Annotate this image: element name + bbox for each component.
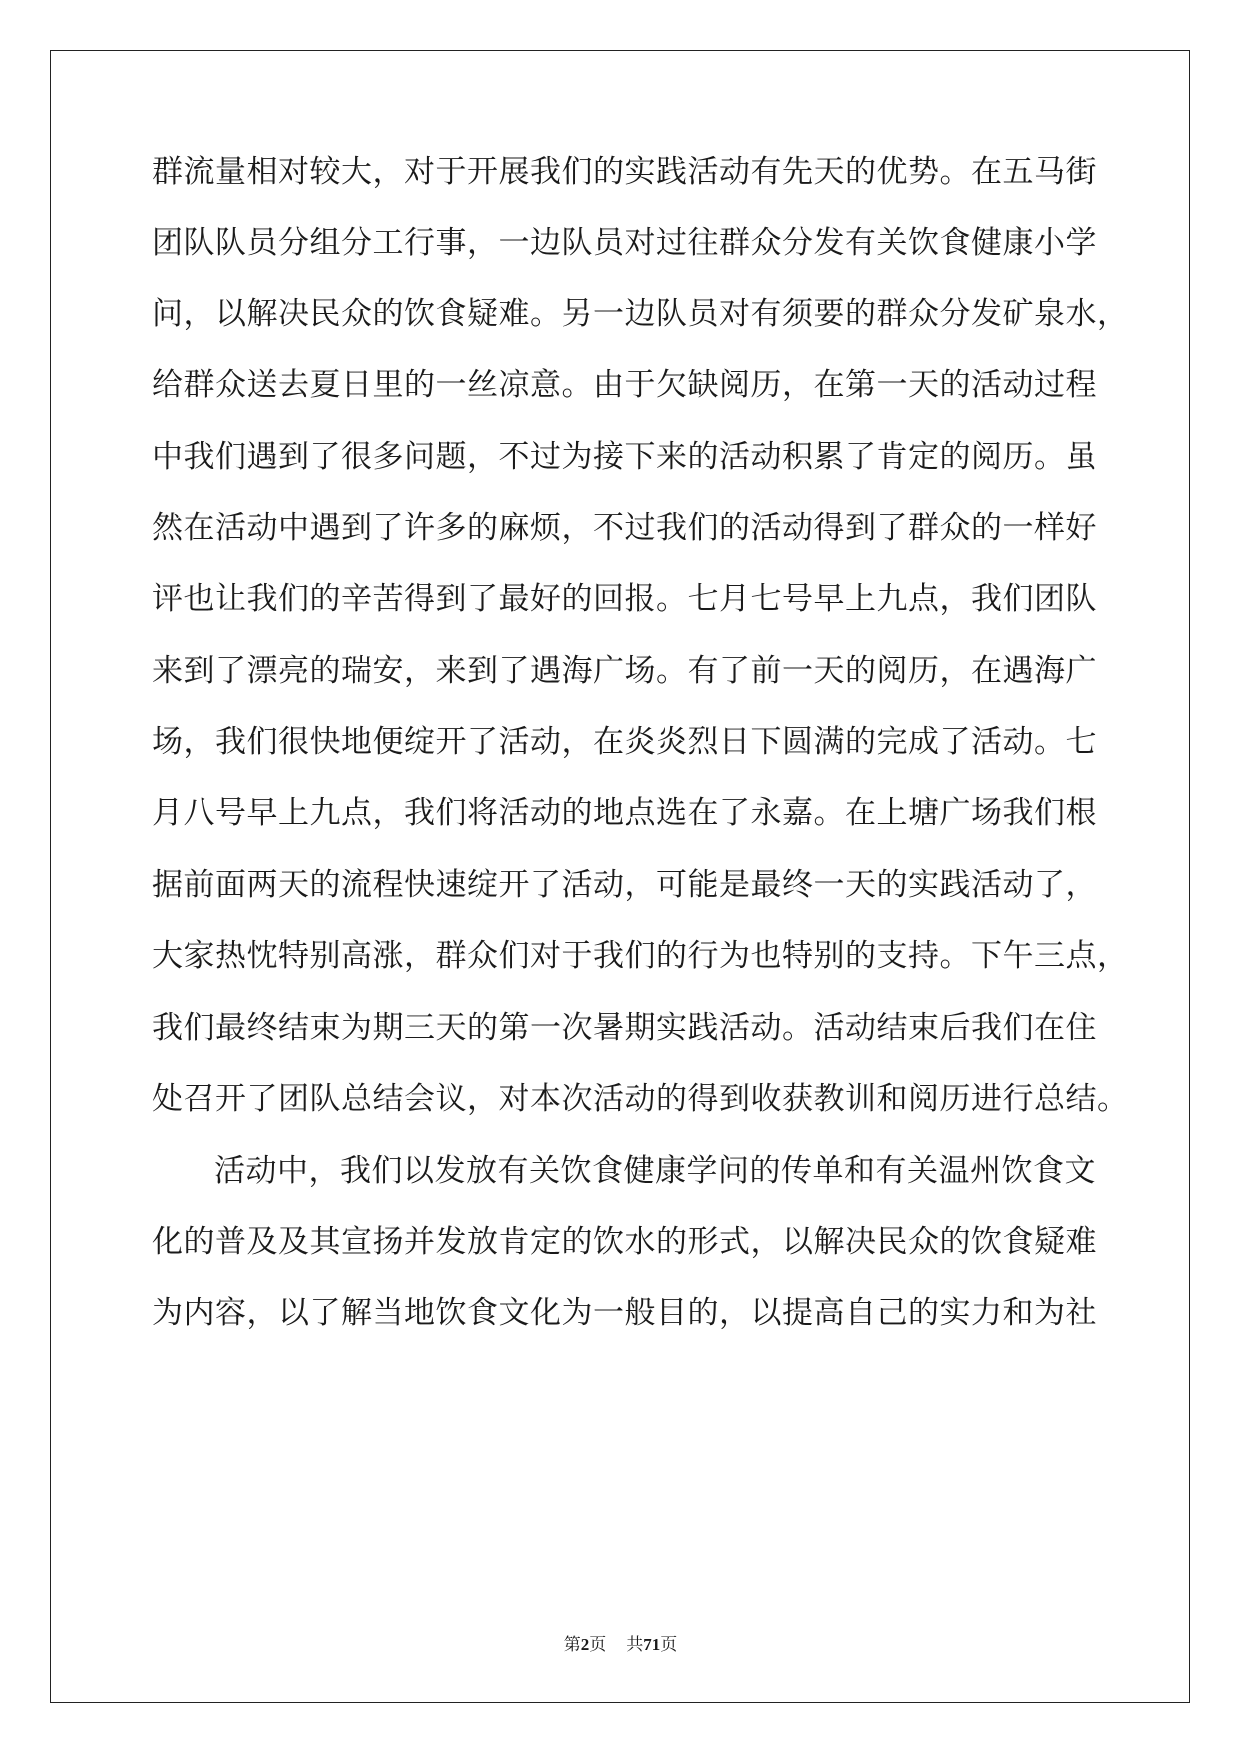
text-line-11: 据前面两天的流程快速绽开了活动，可能是最终一天的实践活动了， xyxy=(152,867,1097,903)
text-line-15: 活动中，我们以发放有关饮食健康学问的传单和有关温州饮食文 xyxy=(214,1153,1096,1189)
text-line-10: 月八号早上九点，我们将活动的地点选在了永嘉。在上塘广场我们根 xyxy=(152,795,1097,831)
total-pages: 71 xyxy=(643,1635,661,1654)
text-line-2: 团队队员分组分工行事，一边队员对过往群众分发有关饮食健康小学 xyxy=(152,225,1097,261)
text-line-16: 化的普及及其宣扬并发放肯定的饮水的形式，以解决民众的饮食疑难 xyxy=(152,1224,1097,1260)
text-line-7: 评也让我们的辛苦得到了最好的回报。七月七号早上九点，我们团队 xyxy=(152,581,1097,617)
text-line-1: 群流量相对较大，对于开展我们的实践活动有先天的优势。在五马街 xyxy=(152,154,1097,190)
text-line-14: 处召开了团队总结会议，对本次活动的得到收获教训和阅历进行总结。 xyxy=(152,1081,1129,1117)
page-suffix: 页 xyxy=(589,1635,607,1654)
text-line-5: 中我们遇到了很多问题，不过为接下来的活动积累了肯定的阅历。虽 xyxy=(152,439,1097,475)
page-prefix: 第 xyxy=(563,1635,581,1654)
text-line-3: 问，以解决民众的饮食疑难。另一边队员对有须要的群众分发矿泉水， xyxy=(152,296,1129,332)
text-line-12: 大家热忱特别高涨，群众们对于我们的行为也特别的支持。下午三点， xyxy=(152,938,1129,974)
text-line-13: 我们最终结束为期三天的第一次暑期实践活动。活动结束后我们在住 xyxy=(152,1010,1097,1046)
text-line-4: 给群众送去夏日里的一丝凉意。由于欠缺阅历，在第一天的活动过程 xyxy=(152,367,1097,403)
page-number: 2 xyxy=(580,1635,590,1654)
text-line-9: 场，我们很快地便绽开了活动，在炎炎烈日下圆满的完成了活动。七 xyxy=(152,724,1097,760)
total-prefix: 共 xyxy=(626,1635,644,1654)
total-suffix: 页 xyxy=(660,1635,678,1654)
text-line-17: 为内容，以了解当地饮食文化为一般目的，以提高自己的实力和为社 xyxy=(152,1295,1097,1331)
text-line-6: 然在活动中遇到了许多的麻烦，不过我们的活动得到了群众的一样好 xyxy=(152,510,1097,546)
text-line-8: 来到了漂亮的瑞安，来到了遇海广场。有了前一天的阅历，在遇海广 xyxy=(152,653,1097,689)
page-footer xyxy=(0,1634,1241,1656)
